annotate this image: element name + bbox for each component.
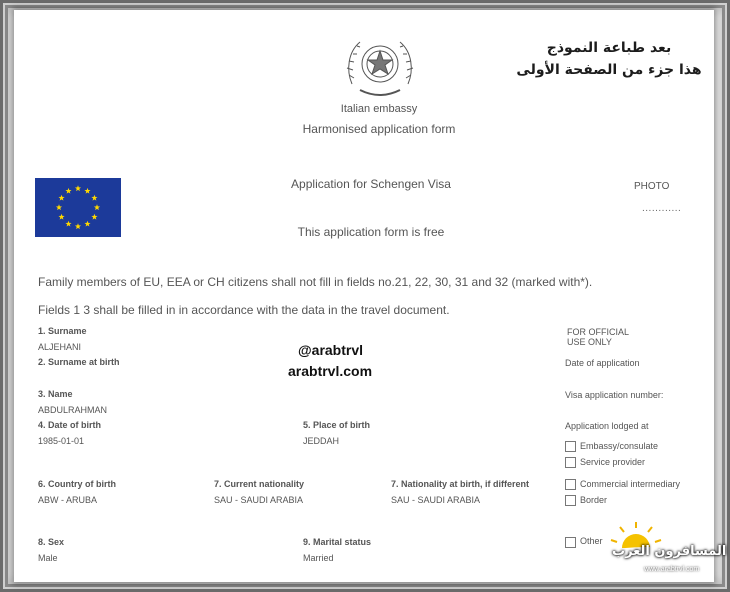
arabic-note-line1: بعد طباعة النموذج (546, 40, 672, 56)
current-nationality-value: SAU - SAUDI ARABIA (214, 495, 304, 505)
photo-label: PHOTO (634, 181, 670, 192)
name-value: ABDULRAHMAN (38, 405, 108, 415)
date-of-application-label: Date of application (565, 358, 640, 368)
application-title: Application for Schengen Visa (291, 177, 451, 191)
logo-url: www.arabtrvl.com (644, 566, 700, 573)
logo-arabic-text: المسافرون العرب (612, 544, 727, 559)
surname-value: ALJEHANI (38, 342, 82, 352)
surname-at-birth-label: 2. Surname at birth (38, 357, 120, 367)
country-of-birth-label: 6. Country of birth (38, 479, 116, 489)
sex-label: 8. Sex (38, 537, 65, 547)
application-lodged-at-label: Application lodged at (565, 421, 649, 431)
embassy-consulate-checkbox[interactable] (565, 441, 576, 452)
marital-status-value: Married (303, 553, 334, 563)
watermark-site: arabtrvl.com (288, 363, 373, 379)
other-checkbox[interactable] (565, 537, 576, 548)
arabic-note-line2: هذا جزء من الصفحة الأولى (516, 62, 702, 78)
commercial-intermediary-label: Commercial intermediary (580, 479, 681, 489)
arabtrvl-logo (592, 518, 727, 578)
visa-application-number-label: Visa application number: (565, 390, 664, 400)
fields-notice: Fields 1 3 shall be filled in in accordance with the data in the travel document. (38, 303, 450, 317)
border-label: Border (580, 495, 608, 505)
place-of-birth-label: 5. Place of birth (303, 420, 371, 430)
eu-flag-icon (35, 178, 121, 237)
embassy-consulate-label: Embassy/consulate (580, 441, 659, 451)
service-provider-label: Service provider (580, 457, 646, 467)
commercial-intermediary-checkbox[interactable] (565, 479, 576, 490)
country-of-birth-value: ABW - ARUBA (38, 495, 98, 505)
official-use-title-1: FOR OFFICIAL (567, 327, 630, 337)
nationality-at-birth-label: 7. Nationality at birth, if different (391, 479, 530, 489)
form-title: Harmonised application form (302, 122, 456, 136)
other-label: Other (580, 536, 603, 546)
official-use-title-2: USE ONLY (567, 337, 612, 347)
border-checkbox[interactable] (565, 495, 576, 506)
photo-placeholder: ............ (642, 203, 682, 214)
nationality-at-birth-value: SAU - SAUDI ARABIA (391, 495, 481, 505)
current-nationality-label: 7. Current nationality (214, 479, 305, 489)
watermark-handle: @arabtrvl (298, 342, 364, 358)
place-of-birth-value: JEDDAH (303, 436, 340, 446)
family-members-notice: Family members of EU, EEA or CH citizens shall not fill in fields no.21, 22, 30, 31 and 32 (marked with*). (38, 275, 593, 289)
sex-value: Male (38, 553, 58, 563)
italian-emblem-icon (342, 32, 418, 102)
surname-label: 1. Surname (38, 326, 87, 336)
application-form-page (14, 10, 714, 582)
marital-status-label: 9. Marital status (303, 537, 372, 547)
service-provider-checkbox[interactable] (565, 457, 576, 468)
date-of-birth-value: 1985-01-01 (38, 436, 85, 446)
embassy-name: Italian embassy (340, 103, 418, 115)
free-form-note: This application form is free (297, 225, 445, 239)
date-of-birth-label: 4. Date of birth (38, 420, 102, 430)
name-label: 3. Name (38, 389, 73, 399)
